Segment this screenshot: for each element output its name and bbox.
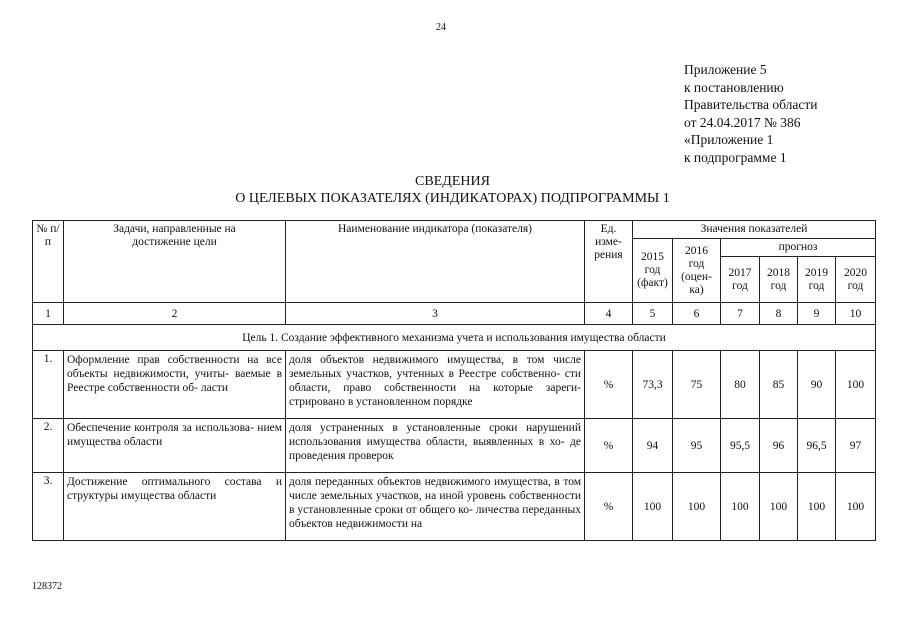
- document-title: СВЕДЕНИЯ: [415, 174, 490, 189]
- goal-row: [33, 325, 876, 351]
- header-tasks: Задачи, направленные на достижение цели: [64, 221, 286, 303]
- header-2015: 2015 год (факт): [633, 239, 673, 303]
- header-unit: Ед. изме- рения: [585, 221, 633, 303]
- column-number: 7: [721, 303, 760, 325]
- document-subtitle: О ЦЕЛЕВЫХ ПОКАЗАТЕЛЯХ (ИНДИКАТОРАХ) ПОДПРОГРАММЫ 1: [235, 191, 670, 206]
- row-value-2017: 100: [721, 473, 760, 541]
- header-2019: 2019 год: [798, 257, 836, 303]
- column-number-row: [33, 303, 876, 325]
- row-indicator: доля объектов недвижимого имущества, в том числе земельных участков, учтенных в Реестре собственно- сти области, право собственности на которые зареги- стрировано в установленном порядке: [286, 351, 585, 419]
- row-task: Достижение оптимального состава и структуры имущества области: [64, 473, 286, 541]
- column-number: 3: [286, 303, 585, 325]
- row-value-2016: 100: [673, 473, 721, 541]
- indicators-table: [32, 220, 876, 541]
- header-indicator: Наименование индикатора (показателя): [286, 221, 585, 303]
- header-num: № п/п: [33, 221, 64, 303]
- row-value-2016: 75: [673, 351, 721, 419]
- column-number: 2: [64, 303, 286, 325]
- row-value-2020: 100: [836, 473, 876, 541]
- row-unit: %: [585, 351, 633, 419]
- header-2016: 2016 год (оцен- ка): [673, 239, 721, 303]
- appendix-line: «Приложение 1: [684, 132, 774, 147]
- row-unit: %: [585, 473, 633, 541]
- row-number: 1.: [33, 351, 64, 419]
- table-row: [33, 419, 876, 473]
- row-task: Обеспечение контроля за использова- нием имущества области: [64, 419, 286, 473]
- row-indicator: доля переданных объектов недвижимого имущества, в том числе земельных участков, на иной уровень собственности в установленные сроки от общего ко- личества переданных объектов недвижимости на: [286, 473, 585, 541]
- header-values: Значения показателей: [633, 221, 876, 239]
- row-value-2019: 90: [798, 351, 836, 419]
- table-row: [33, 473, 876, 541]
- page-number: 24: [436, 22, 446, 33]
- row-task: Оформление прав собственности на все объекты недвижимости, учиты- ваемые в Реестре собственности об- ласти: [64, 351, 286, 419]
- appendix-line: к подпрограмме 1: [684, 149, 787, 165]
- document-code: 128372: [32, 581, 62, 592]
- appendix-line: Правительства области: [684, 97, 818, 112]
- row-number: 3.: [33, 473, 64, 541]
- column-number: 5: [633, 303, 673, 325]
- row-value-2019: 100: [798, 473, 836, 541]
- row-value-2018: 100: [760, 473, 798, 541]
- row-value-2018: 96: [760, 419, 798, 473]
- row-value-2020: 97: [836, 419, 876, 473]
- row-value-2020: 100: [836, 351, 876, 419]
- row-value-2015: 94: [633, 419, 673, 473]
- row-value-2015: 73,3: [633, 351, 673, 419]
- header-2018: 2018 год: [760, 257, 798, 303]
- column-number: 6: [673, 303, 721, 325]
- row-value-2018: 85: [760, 351, 798, 419]
- row-number: 2.: [33, 419, 64, 473]
- column-number: 1: [33, 303, 64, 325]
- row-value-2015: 100: [633, 473, 673, 541]
- appendix-reference: [684, 61, 817, 166]
- header-2017: 2017 год: [721, 257, 760, 303]
- column-number: 9: [798, 303, 836, 325]
- column-number: 10: [836, 303, 876, 325]
- row-value-2016: 95: [673, 419, 721, 473]
- row-value-2017: 80: [721, 351, 760, 419]
- appendix-line: от 24.04.2017 № 386: [684, 114, 801, 130]
- header-2020: 2020 год: [836, 257, 876, 303]
- column-number: 8: [760, 303, 798, 325]
- row-value-2019: 96,5: [798, 419, 836, 473]
- row-indicator: доля устраненных в установленные сроки нарушений использования имущества области, выявленных в хо- де проведения проверок: [286, 419, 585, 473]
- table-row: [33, 351, 876, 419]
- row-value-2017: 95,5: [721, 419, 760, 473]
- column-number: 4: [585, 303, 633, 325]
- appendix-line: Приложение 5: [684, 62, 767, 77]
- goal-title: Цель 1. Создание эффективного механизма учета и использования имущества области: [33, 325, 876, 351]
- header-forecast: прогноз: [721, 239, 876, 257]
- row-unit: %: [585, 419, 633, 473]
- appendix-line: к постановлению: [684, 79, 784, 95]
- header-row: [33, 221, 876, 239]
